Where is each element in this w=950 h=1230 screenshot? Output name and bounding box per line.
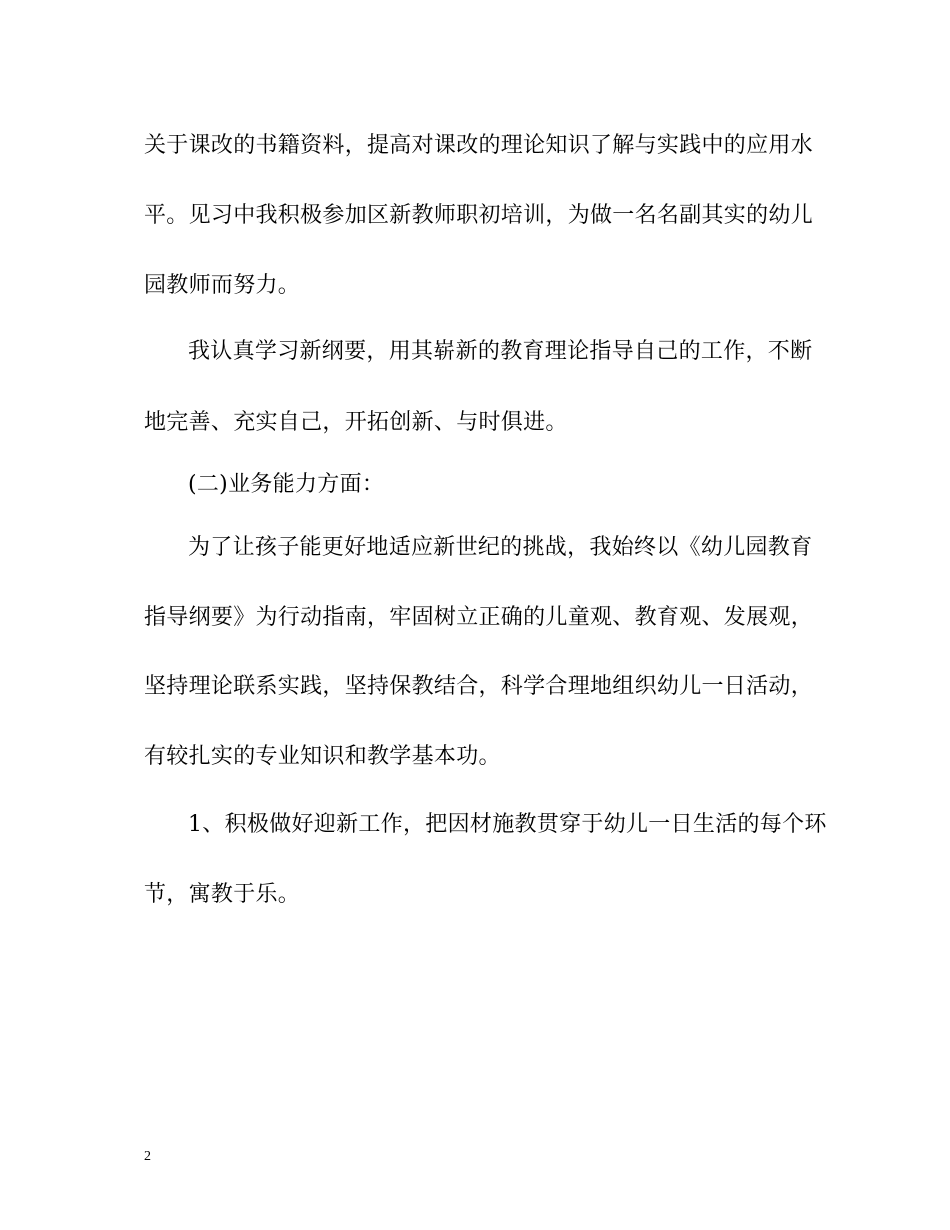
text-line-11: 1、积极做好迎新工作，把因材施教贯穿于幼儿一日生活的每个环 xyxy=(188,812,827,837)
text-line-2: 平。见习中我积极参加区新教师职初培训，为做一名名副其实的幼儿 xyxy=(144,203,814,228)
text-line-10: 有较扎实的专业知识和教学基本功。 xyxy=(144,744,501,769)
text-line-1: 关于课改的书籍资料，提高对课改的理论知识了解与实践中的应用水 xyxy=(144,133,814,158)
text-line-9: 坚持理论联系实践，坚持保教结合，科学合理地组织幼儿一日活动， xyxy=(144,674,814,699)
page-number: 2 xyxy=(144,1149,151,1164)
section-heading: (二)业务能力方面： xyxy=(188,472,385,497)
text-line-7: 为了让孩子能更好地适应新世纪的挑战，我始终以《幼儿园教育 xyxy=(188,535,813,560)
text-line-8: 指导纲要》为行动指南，牢固树立正确的儿童观、教育观、发展观， xyxy=(144,605,814,630)
text-line-12: 节，寓教于乐。 xyxy=(144,882,301,907)
text-line-5: 地完善、充实自己，开拓创新、与时俱进。 xyxy=(144,410,568,435)
text-line-3: 园教师而努力。 xyxy=(144,273,301,298)
text-line-4: 我认真学习新纲要，用其崭新的教育理论指导自己的工作，不断 xyxy=(188,339,813,364)
